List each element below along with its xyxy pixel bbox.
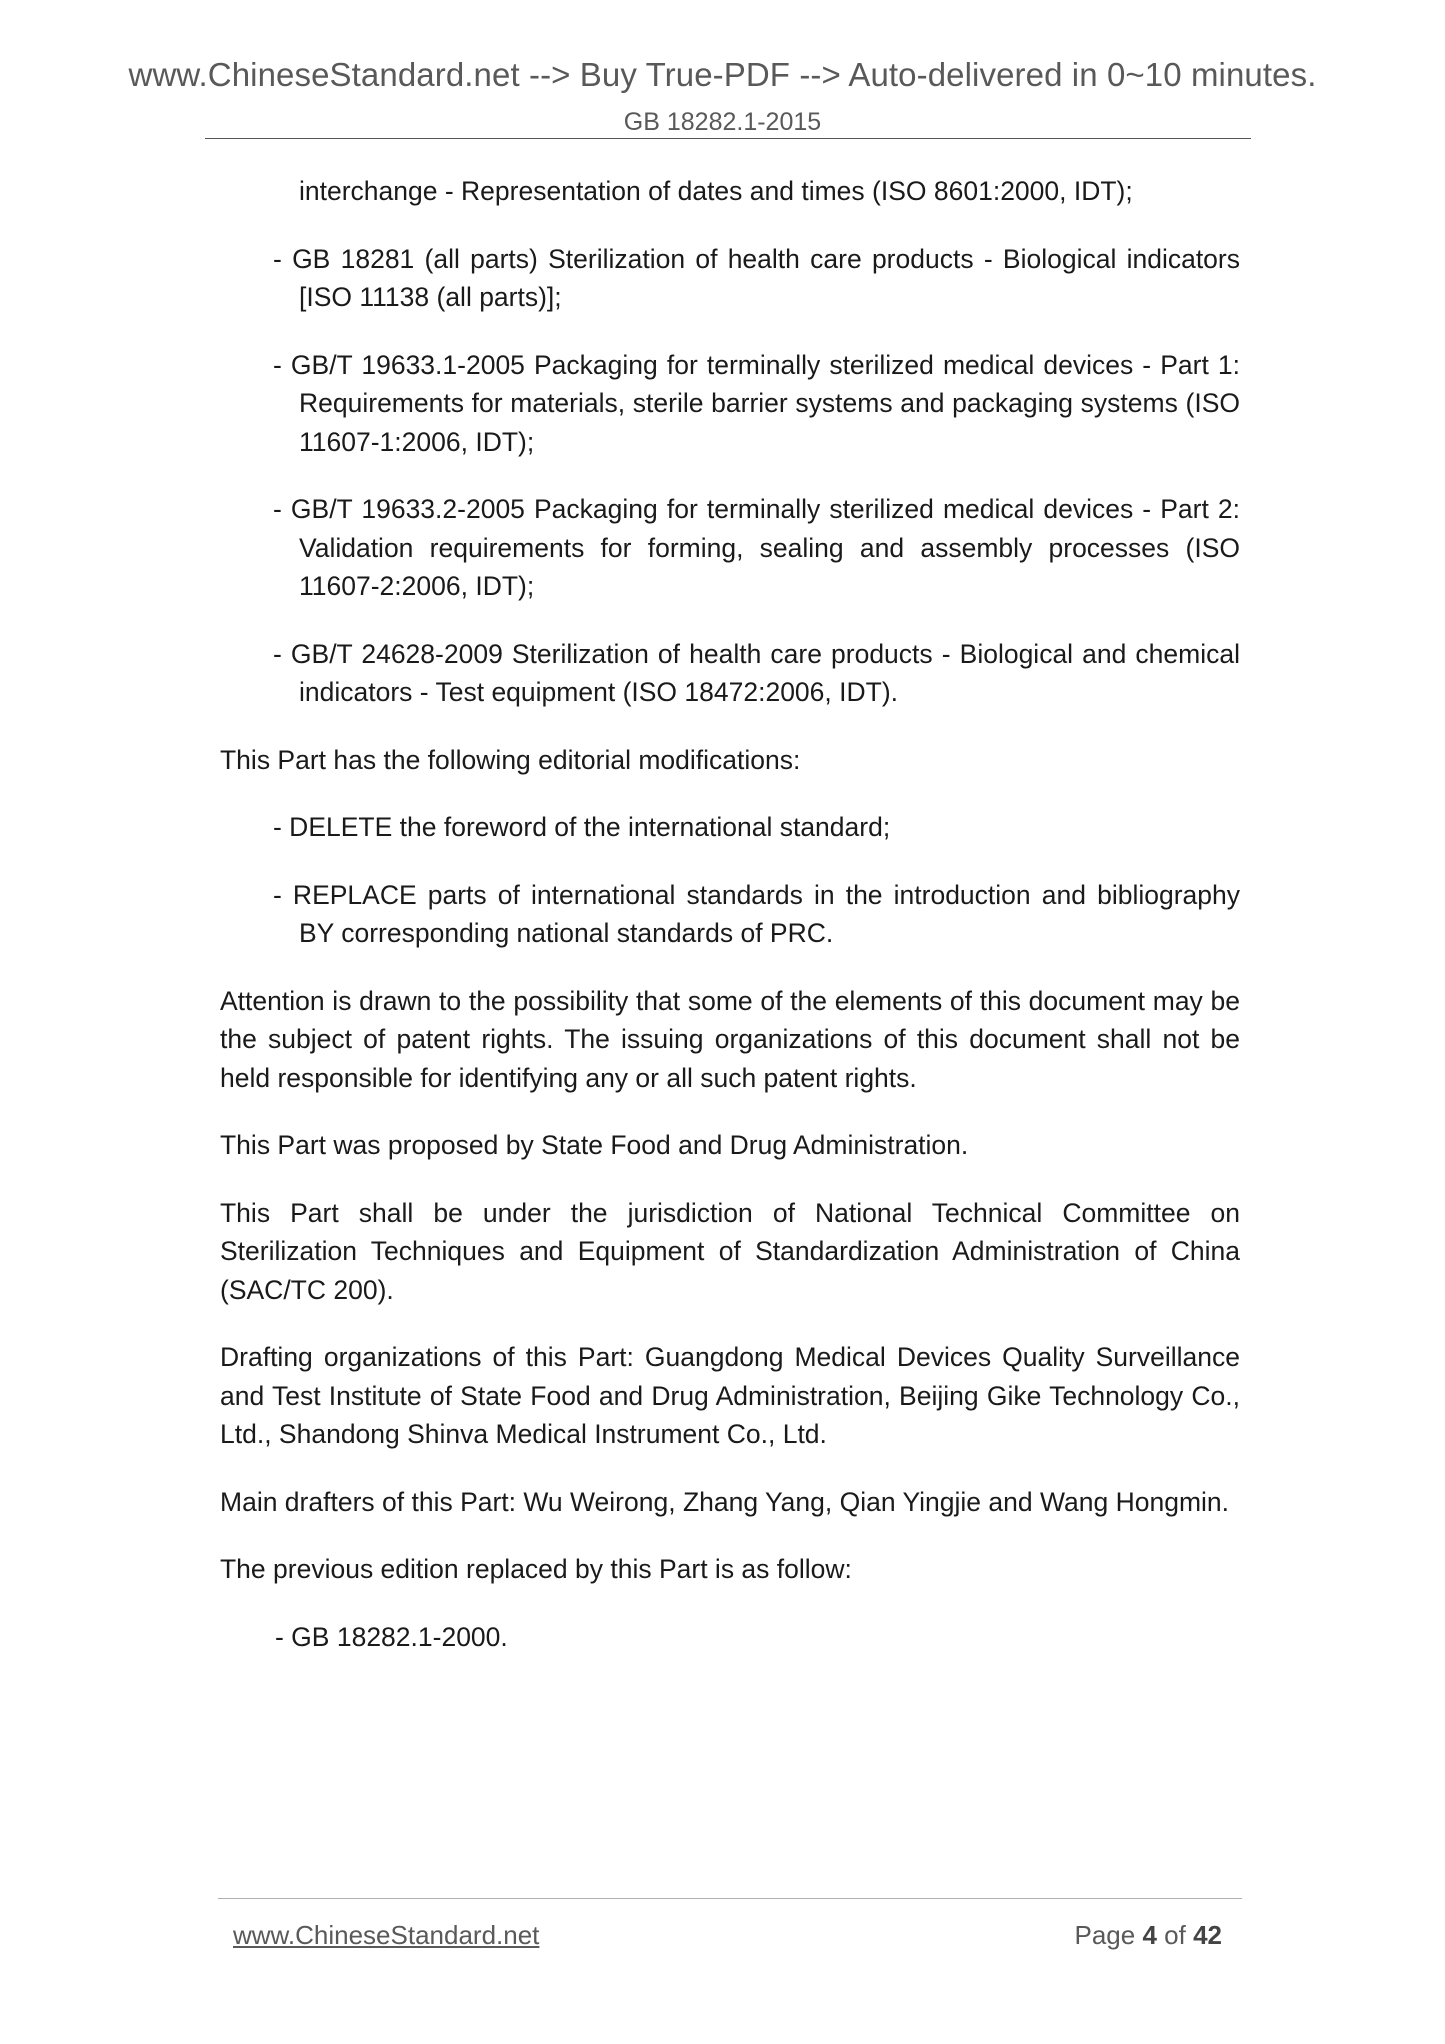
footer-divider [218,1898,1242,1899]
site-banner: www.ChineseStandard.net --> Buy True-PDF --> Auto-delivered in 0~10 minutes. [128,56,1317,93]
paragraph-patent-notice: Attention is drawn to the possibility that some of the elements of this document may be the subject of patent rights. The issuing organizations of this document shall not be held responsible for identifying any or all such patent rights. [220,985,1240,1093]
page-of-label: of [1164,1920,1186,1950]
list-item-gbt24628: - GB/T 24628-2009 Sterilization of health care products - Biological and chemical indicators - Test equipment (ISO 18472:2006, IDT). [273,638,1240,707]
header-divider [205,138,1251,139]
list-item-gbt19633-2: - GB/T 19633.2-2005 Packaging for terminally sterilized medical devices - Part 2: Validation requirements for forming, sealing and assembly processes (ISO 11607-2:2006, IDT); [273,494,1240,601]
list-item-replace-parts: - REPLACE parts of international standards in the introduction and bibliography BY corresponding national standards of PRC. [273,879,1240,948]
paragraph-interchange-continuation: interchange - Representation of dates and times (ISO 8601:2000, IDT); [299,176,1133,206]
paragraph-main-drafters: Main drafters of this Part: Wu Weirong, Zhang Yang, Qian Yingjie and Wang Hongmin. [220,1486,1230,1517]
document-id: GB 18282.1-2015 [623,108,822,136]
document-body [220,172,1240,1685]
paragraph-drafting-organizations: Drafting organizations of this Part: Guangdong Medical Devices Quality Surveillance and Test Institute of State Food and Drug Administration, Beijing Gike Technology Co., Ltd., Shandong Shinva Medical Instrument Co., Ltd. [220,1342,1240,1449]
paragraph-previous-edition: The previous edition replaced by this Part is as follow: [220,1554,852,1584]
paragraph-editorial-modifications: This Part has the following editorial modifications: [220,744,801,775]
page-total: 42 [1193,1920,1222,1950]
list-item-previous-edition: - GB 18282.1-2000. [275,1621,508,1652]
list-item-delete-foreword: - DELETE the foreword of the international standard; [273,812,891,842]
list-item-gbt19633-1: - GB/T 19633.1-2005 Packaging for terminally sterilized medical devices - Part 1: Requirements for materials, sterile barrier systems and packaging systems (ISO 11607-1:2006, IDT); [273,349,1240,457]
footer-site-link[interactable]: www.ChineseStandard.net [233,1920,540,1950]
paragraph-jurisdiction: This Part shall be under the jurisdiction of National Technical Committee on Sterilization Techniques and Equipment of Standardization Administration of China (SAC/TC 200). [220,1197,1240,1305]
page-label: Page [1074,1920,1136,1950]
list-item-gb18281: - GB 18281 (all parts) Sterilization of health care products - Biological indicators [ISO 11138 (all parts)]; [273,243,1240,312]
page-current: 4 [1142,1920,1157,1950]
paragraph-proposed-by: This Part was proposed by State Food and Drug Administration. [220,1130,969,1160]
page-number [1074,1920,1222,1951]
